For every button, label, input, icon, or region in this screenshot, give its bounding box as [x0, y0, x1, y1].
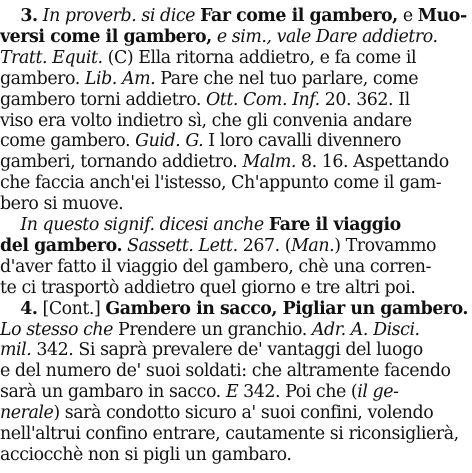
italic-run: e sim., vale Dare addietro.: [216, 26, 438, 47]
text-run: come gambero.: [0, 131, 136, 152]
text-line: [0, 90, 472, 110]
text-run: 342. Si saprà prevalere de' vantaggi del luogo: [31, 340, 423, 361]
text-run: che faccia anch'ei l'istesso, Ch'appunto come il gam-: [0, 173, 442, 194]
text-run: gambero.: [0, 68, 85, 89]
text-run: bero si muove.: [0, 194, 124, 215]
text-line: [0, 48, 472, 68]
text-run: I loro cavalli divennero: [203, 131, 402, 152]
italic-run: nerale: [0, 403, 54, 424]
text-run: 342. Poi che (: [238, 382, 358, 403]
text-run: viso era volto indietro sì, che gli convenia andare: [0, 110, 412, 131]
text-run: ) sarà condotto sicuro a' suoi confini, volendo: [53, 403, 434, 424]
text-line: [0, 131, 472, 151]
italic-run: Lib. Am.: [84, 68, 156, 89]
text-line: [0, 403, 472, 423]
italic-run: In proverb. si dice: [42, 6, 195, 26]
text-run: (C) Ella ritorna addietro, e fa come il: [102, 47, 417, 68]
italic-run: mil.: [0, 340, 32, 361]
text-run: 20. 362. Il: [319, 89, 410, 110]
text-run: gambero torni addietro.: [0, 89, 206, 110]
text-run: gamberi, tornando addietro.: [0, 152, 243, 173]
text-run: 267. (: [237, 235, 292, 256]
text-line: [0, 424, 472, 444]
text-line: [0, 278, 472, 298]
text-line: [0, 236, 472, 256]
text-run: [0, 215, 20, 235]
text-line: [0, 27, 472, 47]
bold-run: versi come il gambero,: [0, 26, 212, 47]
bold-run: del gambero.: [0, 235, 123, 256]
italic-run: Sassett. Lett.: [127, 235, 238, 256]
text-line: [0, 215, 472, 235]
bold-run: 3.: [20, 6, 38, 26]
italic-run: Ott. Com. Inf.: [206, 89, 320, 110]
text-line: [0, 257, 472, 277]
text-line: [0, 299, 471, 319]
italic-run: Tratt. Equit.: [0, 47, 103, 68]
italic-run: Guid. G.: [135, 131, 204, 152]
text-line: [0, 340, 472, 360]
italic-run: Malm.: [242, 152, 296, 173]
italic-run: il ge-: [357, 382, 399, 403]
text-line: [0, 361, 472, 381]
text-run: nell'altrui confino entrare, cautamente si riconsiglierà,: [0, 424, 459, 444]
italic-run: In questo signif. dicesi anche: [20, 215, 264, 235]
text-run: e: [397, 6, 418, 26]
text-run: ) Trovammo: [334, 235, 437, 256]
text-line: [0, 194, 472, 214]
bold-run: Far come il gambero,: [200, 6, 398, 26]
italic-run: Man.: [291, 235, 335, 256]
bold-run: Fare il viaggio: [268, 215, 401, 235]
text-line: [0, 320, 472, 340]
text-line: [0, 111, 472, 131]
text-run: [0, 299, 20, 319]
text-run: d'aver fatto il viaggio del gambero, chè una corren-: [0, 256, 431, 277]
text-line: [0, 152, 472, 172]
text-run: e del numero de' suoi soldati: che altramente facendo: [0, 361, 451, 382]
text-run: [Cont.]: [37, 298, 106, 319]
italic-run: Adr. A. Disci.: [311, 319, 420, 340]
text-line: [0, 6, 472, 26]
bold-run: 4.: [20, 298, 38, 319]
text-run: te ci trasportò addietro quel giorno e tre altri poi.: [0, 277, 416, 298]
text-run: [0, 6, 20, 26]
text-run: sarà un gambaro in sacco.: [0, 382, 226, 403]
italic-run: E: [225, 382, 239, 403]
text-run: Prendere un granchio.: [112, 319, 312, 340]
text-run: acciocchè non si pigli un gambaro.: [0, 444, 292, 465]
bold-run: Gambero in sacco, Pigliar un gambero.: [105, 298, 468, 319]
text-line: [0, 445, 472, 465]
text-line: [0, 69, 472, 89]
text-line: [0, 382, 472, 402]
text-run: 8. 16. Aspettando: [295, 152, 449, 173]
text-line: [0, 173, 472, 193]
bold-run: Muo-: [417, 6, 467, 26]
italic-run: Lo stesso che: [0, 319, 113, 340]
text-run: Pare che nel tuo parlare, come: [155, 68, 419, 89]
